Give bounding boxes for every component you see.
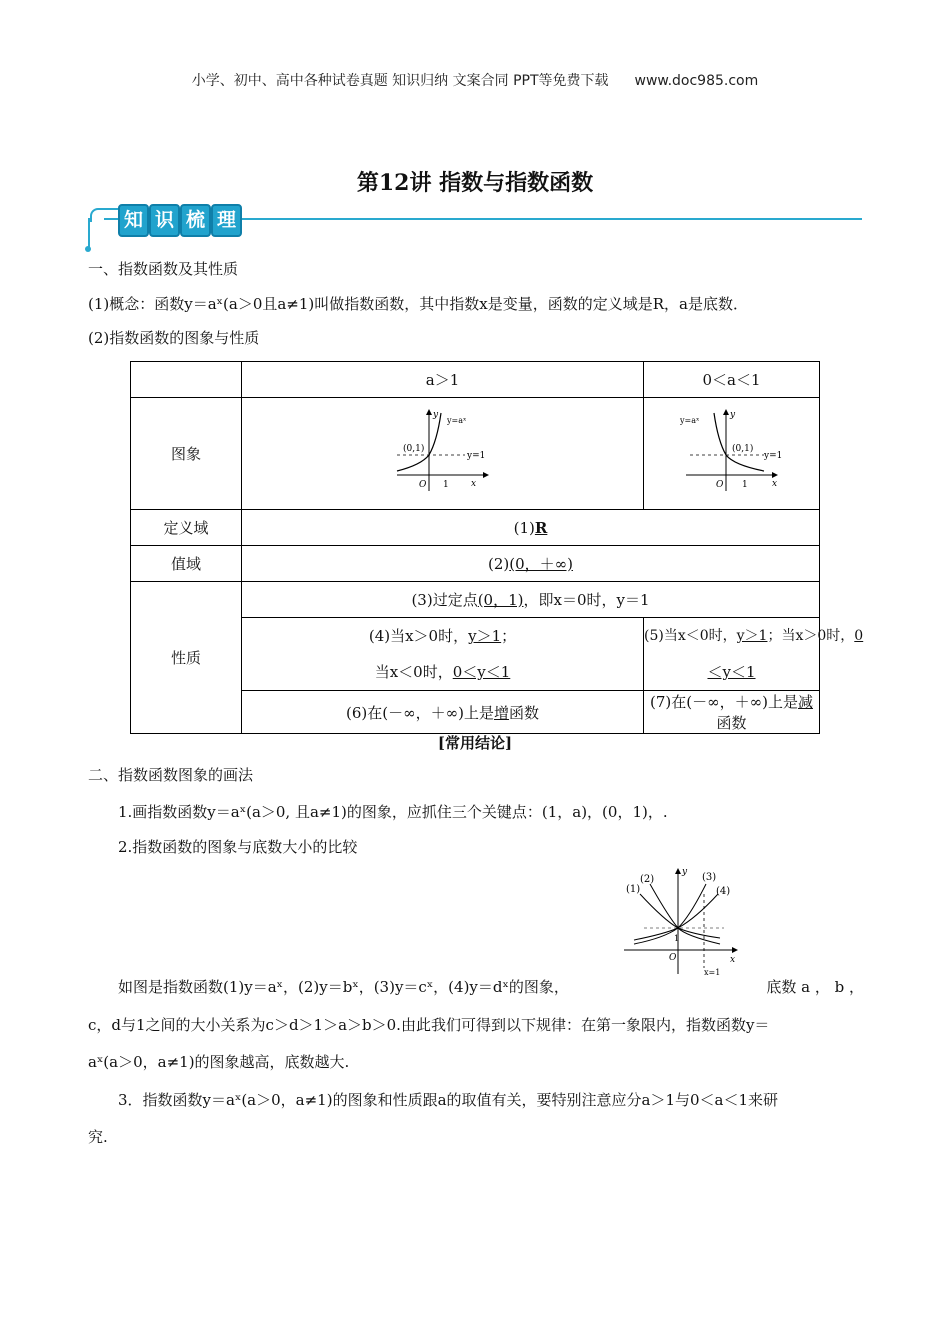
- prop4-line2: [242, 654, 643, 690]
- table-row-fixed-point: [131, 582, 820, 618]
- x-eq-1-label: x=1: [704, 968, 721, 977]
- section2-heading: 二、指数函数图象的画法: [88, 766, 254, 784]
- banner-dot: [85, 246, 91, 252]
- curve-label: y=aˣ: [679, 415, 699, 425]
- origin-label: O: [669, 953, 677, 963]
- prop4-prefix2: 当x＜0时，: [374, 663, 453, 681]
- prop7-cell: [644, 691, 820, 734]
- prop6-value: 增: [493, 703, 509, 722]
- prop4-prefix: (4)当x＞0时，: [368, 627, 469, 645]
- note-title: [常用结论]: [437, 734, 513, 752]
- x-axis-arrow: [732, 947, 738, 953]
- prop5-line1: [644, 618, 864, 654]
- domain-prefix: (1): [513, 518, 535, 537]
- prop4-cell: [242, 618, 644, 691]
- curve-increasing: [397, 413, 441, 471]
- prop7-prefix: (7)在(－∞，＋∞)上是: [650, 693, 798, 711]
- header-site[interactable]: www.doc985.com: [634, 73, 759, 89]
- table-row-range: [131, 546, 820, 582]
- table-header-row: [131, 362, 820, 398]
- item3-line1: 3．指数函数y＝aˣ(a＞0，a≠1)的图象和性质跟a的取值有关，要特别注意应分a＞1与0＜a＜1来研: [118, 1091, 779, 1109]
- curve-label-4: (4): [716, 886, 731, 897]
- curve-label: y=aˣ: [446, 415, 466, 425]
- range-value: (0，＋∞): [509, 555, 573, 573]
- x-axis-arrow: [772, 472, 778, 478]
- prop5-prefix: (5)当x＜0时，: [644, 628, 737, 644]
- fixed-point-prefix: (3)过定点: [411, 591, 478, 609]
- point-label: (0,1): [402, 443, 424, 454]
- range-prefix: (2): [488, 555, 510, 573]
- x-axis-label: x: [470, 478, 476, 489]
- section1-graph-heading: (2)指数函数的图象与性质: [88, 329, 260, 347]
- row-label-props: 性质: [131, 582, 242, 734]
- curve-decreasing: [714, 413, 764, 471]
- y-axis-label: y: [729, 409, 735, 420]
- tick-label: 1: [741, 479, 748, 490]
- table-row-image: [131, 398, 820, 510]
- curve-label-2: (2): [640, 874, 655, 885]
- banner-badge-3: 梳: [180, 204, 211, 237]
- prop4-line1: [242, 618, 643, 654]
- graph-increasing: [383, 407, 503, 497]
- section1-heading: 一、指数函数及其性质: [88, 260, 239, 278]
- row-label-image: 图象: [131, 398, 242, 510]
- tick-label: 1: [442, 479, 449, 490]
- fixed-point-suffix: ，即x＝0时，y＝1: [523, 591, 650, 609]
- prop7-suffix: 函数: [716, 714, 747, 732]
- y-axis-arrow: [723, 409, 729, 415]
- tick-label: 1: [674, 934, 680, 943]
- prop6-suffix: 函数: [508, 703, 539, 722]
- prop5-mid: ；当x＞0时，: [767, 628, 855, 644]
- origin-label: O: [715, 479, 723, 490]
- row-label-domain: 定义域: [131, 510, 242, 546]
- section1-concept: (1)概念：函数y＝aˣ(a＞0且a≠1)叫做指数函数，其中指数x是变量，函数的定义域是R，a是底数．: [88, 295, 748, 313]
- y-axis-label: y: [682, 867, 688, 877]
- header-slogan: 小学、初中、高中各种试卷真题 知识归纳 文案合同 PPT等免费下载: [191, 73, 609, 89]
- prop5-value1: y＞1: [736, 628, 768, 644]
- line-label: y=1: [466, 450, 485, 461]
- header-a-lt-1: 0＜a＜1: [644, 362, 820, 398]
- para-line2: c，d与1之间的大小关系为c＞d＞1＞a＞b＞0.由此我们可得到以下规律：在第一象限内，指数函数y＝: [88, 1016, 770, 1034]
- fixed-point-value: (0，1): [477, 591, 524, 609]
- banner-badge-2: 识: [149, 204, 180, 237]
- prop7-value: 减: [797, 693, 813, 711]
- y-axis-label: y: [432, 409, 438, 420]
- prop5-cell: [644, 618, 864, 691]
- banner-vertical-line: [88, 218, 90, 248]
- y-axis-arrow: [675, 868, 681, 874]
- prop4-value1: y＞1: [468, 627, 502, 645]
- point-label: (0,1): [731, 443, 753, 454]
- header-a-gt-1: a＞1: [242, 362, 644, 398]
- para-line1-right: 底数 a ， b ，: [766, 978, 864, 996]
- para-line3: aˣ(a＞0，a≠1)的图象越高，底数越大.: [88, 1053, 350, 1071]
- row-label-range: 值域: [131, 546, 242, 582]
- x-axis-arrow: [483, 472, 489, 478]
- curve-label-1: (1): [626, 884, 641, 895]
- compare-graph: [620, 864, 740, 979]
- origin-label: O: [418, 479, 426, 490]
- table-corner-cell: [131, 362, 242, 398]
- banner-badge-4: 理: [211, 204, 242, 237]
- prop4-suffix: ；: [501, 627, 517, 645]
- page-header: [0, 70, 950, 90]
- prop5-line2: [644, 654, 819, 690]
- para-line1-left: 如图是指数函数(1)y＝aˣ，(2)y＝bˣ，(3)y＝cˣ，(4)y＝dˣ的图象，: [118, 978, 569, 996]
- properties-table: [130, 361, 864, 734]
- banner-badge-1: 知: [118, 204, 149, 237]
- prop6-cell: [242, 691, 644, 734]
- fixed-point-cell: [242, 582, 820, 618]
- prop5-value3: ＜y＜1: [707, 663, 756, 681]
- curve-3: [634, 884, 706, 944]
- curve-1: [640, 894, 720, 938]
- item3-line2: 究.: [88, 1128, 108, 1146]
- x-axis-label: x: [771, 478, 777, 489]
- graph-right-cell: [644, 398, 820, 510]
- prop6-prefix: (6)在(－∞，＋∞)上是: [346, 703, 494, 722]
- section2-item1: 1.画指数函数y＝aˣ(a＞0, 且a≠1)的图象，应抓住三个关键点：(1，a)，(0，1)，.: [118, 803, 668, 821]
- domain-cell: [242, 510, 820, 546]
- y-axis-arrow: [426, 409, 432, 415]
- curve-label-3: (3): [702, 872, 717, 883]
- banner-hook: [90, 208, 120, 222]
- x-axis-label: x: [730, 955, 736, 965]
- range-cell: [242, 546, 820, 582]
- prop5-value2: 0: [854, 628, 864, 644]
- table-row-domain: [131, 510, 820, 546]
- graph-decreasing: [672, 407, 792, 497]
- prop4-value2: 0＜y＜1: [452, 663, 511, 681]
- page-title: 第12讲 指数与指数函数: [356, 170, 594, 196]
- graph-left-cell: [242, 398, 644, 510]
- section2-item2: 2.指数函数的图象与底数大小的比较: [118, 838, 358, 856]
- domain-value: R: [534, 518, 548, 537]
- line-label: y=1: [763, 450, 782, 461]
